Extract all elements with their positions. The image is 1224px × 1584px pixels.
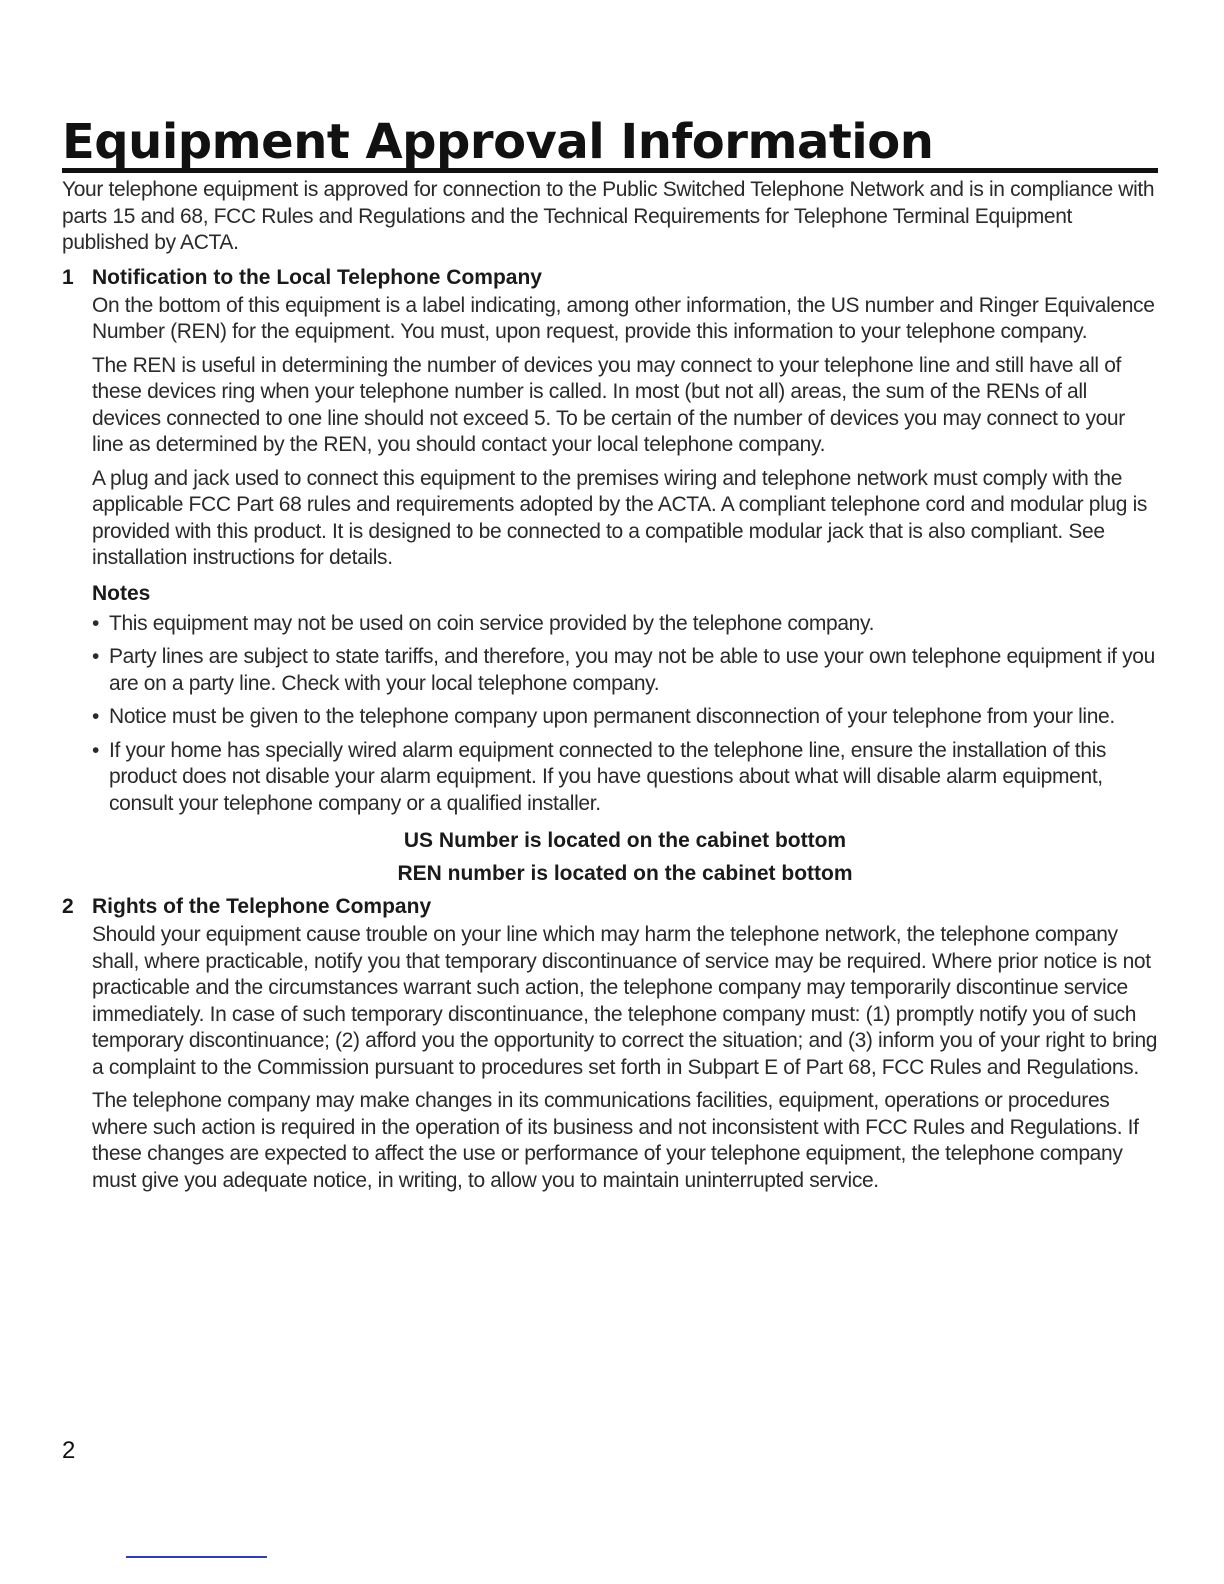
intro-paragraph: Your telephone equipment is approved for connection to the Public Switched Telephone Network and is in compliance with parts 15 and 68, FCC Rules and Regulations and the Technical Requirements for Telephone Terminal Equipment published by ACTA.	[62, 178, 1155, 254]
section-1-body	[92, 293, 1158, 818]
section-1-title: Notification to the Local Telephone Company	[92, 265, 542, 289]
section-2-heading	[62, 892, 1158, 922]
bullet-icon: •	[92, 705, 100, 728]
bullet-icon: •	[92, 738, 100, 762]
section-1-number: 1	[62, 265, 74, 289]
us-number-location: US Number is located on the cabinet bottom	[403, 829, 847, 852]
page-title: Equipment Approval Information	[62, 114, 934, 170]
notes-list-item	[92, 704, 1158, 731]
ren-number-location: REN number is located on the cabinet bottom	[397, 862, 853, 885]
section-1-heading	[62, 263, 1158, 293]
notes-list-item	[92, 738, 1158, 818]
document-page	[62, 112, 1158, 1201]
note-text: This equipment may not be used on coin service provided by the telephone company.	[109, 611, 875, 635]
notes-list-item	[92, 611, 1158, 638]
section-2-title: Rights of the Telephone Company	[92, 895, 432, 918]
footer-rule	[126, 1556, 267, 1558]
notes-heading: Notes	[92, 581, 151, 605]
page-number: 2	[62, 1437, 76, 1464]
section-1-paragraph: On the bottom of this equipment is a label indicating, among other information, the US number and Ringer Equivalence Number (REN) for the equipment. You must, upon request, provide this information to your telephone company.	[92, 293, 1155, 343]
notes-list-item	[92, 644, 1158, 697]
bullet-icon: •	[92, 611, 100, 635]
section-2-paragraph: The telephone company may make changes in its communications facilities, equipment, operations or procedures where such action is required in the operation of its business and not inconsistent with FCC Rules and Regulations. If these changes are expected to affect the use or performance of your telephone equipment, the telephone company must give you adequate notice, in writing, to allow you to maintain uninterrupted service.	[92, 1089, 1139, 1192]
section-2-body	[92, 922, 1158, 1194]
section-2-paragraph: Should your equipment cause trouble on your line which may harm the telephone network, the telephone company shall, where practicable, notify you that temporary discontinuance of service may be required. Where prior notice is not practicable and the circumstances warrant such action, the telephone company may temporarily discontinue service immediately. In case of such temporary discontinuance, the telephone company must: (1) promptly notify you of such temporary discontinuance; (2) afford you the opportunity to correct the situation; and (3) inform you of your right to bring a complaint to the Commission pursuant to procedures set forth in Subpart E of Part 68, FCC Rules and Regulations.	[92, 923, 1158, 1079]
bullet-icon: •	[92, 645, 100, 668]
section-1-paragraph: The REN is useful in determining the number of devices you may connect to your telephone line and still have all of these devices ring when your telephone number is called. In most (but not all) areas, the sum of the RENs of all devices connected to one line should not exceed 5. To be certain of the number of devices you may connect to your line as determined by the REN, you should contact your local telephone company.	[92, 353, 1125, 456]
note-text: Notice must be given to the telephone company upon permanent disconnection of your telephone from your line.	[109, 705, 1115, 728]
section-1-paragraph: A plug and jack used to connect this equipment to the premises wiring and telephone network must comply with the applicable FCC Part 68 rules and requirements adopted by the ACTA. A compliant telephone cord and modular plug is provided with this product. It is designed to be connected to a compatible modular jack that is also compliant. See installation instructions for details.	[92, 466, 1148, 569]
note-text: Party lines are subject to state tariffs, and therefore, you may not be able to use your own telephone equipment if you are on a party line. Check with your local telephone company.	[109, 645, 1155, 695]
notes-list	[92, 611, 1158, 818]
note-text: If your home has specially wired alarm equipment connected to the telephone line, ensure the installation of this product does not disable your alarm equipment. If you have questions about what will disable alarm equipment, consult your telephone company or a qualified installer.	[109, 738, 1107, 815]
section-2-number: 2	[62, 895, 74, 918]
